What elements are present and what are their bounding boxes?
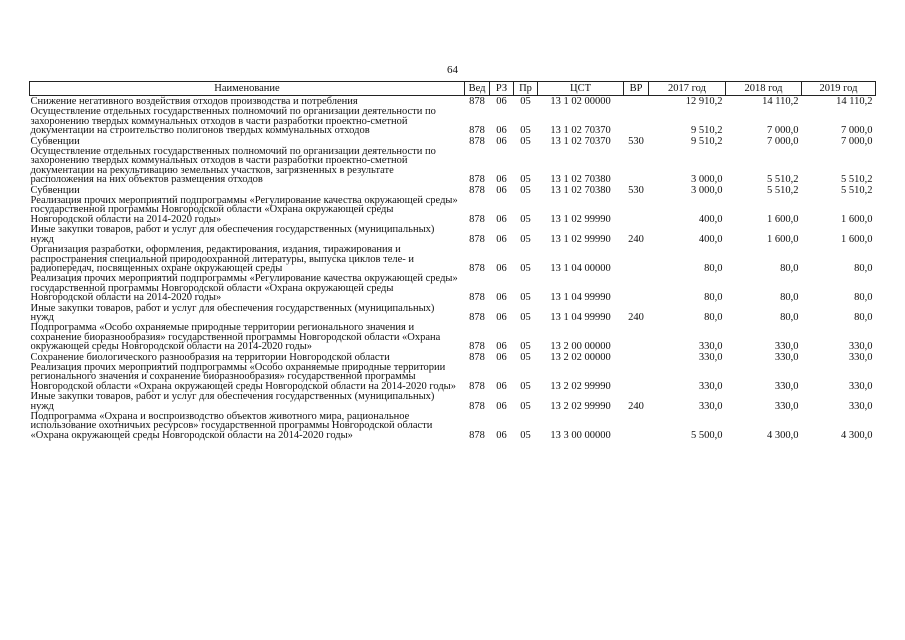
- table-row: [30, 352, 876, 362]
- row-rz: 06: [496, 96, 507, 107]
- header-2017: 2017 год: [649, 82, 726, 96]
- table-row: [30, 411, 876, 440]
- row-vr: [624, 362, 649, 391]
- row-ved: 878: [469, 341, 485, 353]
- row-name: Сохранение биологического разнообразия на территории Новгородской области: [30, 351, 390, 363]
- table-row: [30, 391, 876, 411]
- row-pr: 05: [520, 135, 531, 147]
- row-2017: 80,0: [704, 311, 723, 323]
- row-rz: 06: [496, 429, 507, 441]
- row-2019: 14 110,2: [836, 96, 873, 107]
- row-name: Снижение негативного воздействия отходов производства и потребления: [30, 96, 358, 107]
- row-name: Субвенции: [30, 184, 80, 196]
- row-ved: 878: [469, 351, 485, 363]
- row-pr: 05: [520, 429, 531, 441]
- row-pr: 05: [520, 380, 531, 392]
- row-2019: 330,0: [848, 380, 873, 392]
- row-name: Подпрограмма «Охрана и воспроизводство объектов животного мира, рациональное использование охотничьих ресурсов» государственной программы Новгородской области «Охрана окружающей среды Новгородской области на 2014-2020 годы»: [30, 411, 433, 441]
- row-cst: 13 3 00 00000: [550, 429, 611, 441]
- row-2019: 7 000,0: [841, 125, 873, 137]
- row-pr: 05: [520, 233, 531, 245]
- row-2017: 12 910,2: [685, 96, 723, 107]
- table-row: [30, 195, 876, 224]
- row-cst: 13 1 02 70370: [550, 135, 611, 147]
- row-vr: [624, 352, 649, 362]
- row-rz: 06: [496, 135, 507, 147]
- row-2019: 1 600,0: [841, 213, 873, 225]
- row-rz: 06: [496, 125, 507, 137]
- row-ved: 878: [469, 311, 485, 323]
- row-2018: 80,0: [780, 262, 799, 274]
- row-vr: [624, 96, 649, 107]
- row-name: Иные закупки товаров, работ и услуг для обеспечения государственных (муниципальных) нужд: [30, 302, 435, 323]
- row-ved: 878: [469, 96, 485, 107]
- row-cst: 13 1 02 99990: [550, 213, 611, 225]
- row-cst: 13 1 04 99990: [550, 311, 611, 323]
- row-2017: 9 510,2: [691, 125, 723, 137]
- row-2018: 7 000,0: [767, 135, 799, 147]
- row-vr: [624, 244, 649, 273]
- row-vr: [624, 106, 649, 135]
- row-rz: 06: [496, 184, 507, 196]
- header-ved: Вед: [465, 82, 490, 96]
- row-2018: 7 000,0: [767, 125, 799, 137]
- row-2018: 330,0: [774, 400, 799, 412]
- header-rz: РЗ: [490, 82, 514, 96]
- row-pr: 05: [520, 213, 531, 225]
- row-pr: 05: [520, 292, 531, 304]
- row-cst: 13 2 02 00000: [550, 351, 611, 363]
- row-2017: 330,0: [698, 341, 723, 353]
- header-pr: Пр: [514, 82, 538, 96]
- row-ved: 878: [469, 233, 485, 245]
- row-name: Осуществление отдельных государственных полномочий по организации деятельности по захоронению твердых коммунальных отходов в части разработки проектно-сметной документации на рекультивацию земельных участков, загрязненных в результате расположения на них объектов размещения отходов: [30, 146, 436, 186]
- row-2019: 80,0: [854, 262, 873, 274]
- row-rz: 06: [496, 311, 507, 323]
- row-2017: 9 510,2: [691, 135, 723, 147]
- row-rz: 06: [496, 351, 507, 363]
- row-vr: [624, 273, 649, 302]
- row-ved: 878: [469, 380, 485, 392]
- row-vr: 530: [628, 184, 644, 196]
- row-2019: 4 300,0: [841, 429, 873, 441]
- row-vr: 240: [628, 233, 644, 245]
- row-cst: 13 1 02 00000: [550, 96, 611, 107]
- row-2017: 330,0: [698, 380, 723, 392]
- row-2018: 4 300,0: [767, 429, 799, 441]
- row-2018: 14 110,2: [762, 96, 799, 107]
- budget-table: [29, 81, 876, 440]
- row-ved: 878: [469, 125, 485, 137]
- table-row: [30, 273, 876, 302]
- row-pr: 05: [520, 125, 531, 137]
- row-cst: 13 1 02 70380: [550, 174, 611, 186]
- row-cst: 13 1 04 00000: [550, 262, 611, 274]
- row-ved: 878: [469, 135, 485, 147]
- row-rz: 06: [496, 380, 507, 392]
- row-name: Подпрограмма «Особо охраняемые природные территории регионального значения и сохранение биоразнообразия» государственной программы Новгородской области «Охрана окружающей среды Новгородской области на 2014-2020 годы»: [30, 322, 441, 353]
- row-2019: 80,0: [854, 311, 873, 323]
- row-rz: 06: [496, 262, 507, 274]
- table-row: [30, 106, 876, 135]
- table-row: [30, 136, 876, 146]
- row-vr: 530: [628, 135, 644, 147]
- table-row: [30, 303, 876, 323]
- row-vr: 240: [628, 311, 644, 323]
- row-rz: 06: [496, 341, 507, 353]
- row-2017: 3 000,0: [691, 184, 723, 196]
- row-2017: 3 000,0: [691, 174, 723, 186]
- row-2019: 1 600,0: [841, 233, 873, 245]
- page-number: 64: [447, 64, 458, 76]
- row-2018: 5 510,2: [767, 174, 799, 186]
- row-pr: 05: [520, 400, 531, 412]
- row-rz: 06: [496, 213, 507, 225]
- row-ved: 878: [469, 213, 485, 225]
- row-vr: 240: [628, 400, 644, 412]
- row-2019: 330,0: [848, 400, 873, 412]
- row-cst: 13 2 00 00000: [550, 341, 611, 353]
- header-vr: ВР: [624, 82, 649, 96]
- row-2017: 400,0: [698, 233, 723, 245]
- row-name: Иные закупки товаров, работ и услуг для обеспечения государственных (муниципальных) нужд: [30, 224, 435, 245]
- row-ved: 878: [469, 400, 485, 412]
- row-ved: 878: [469, 174, 485, 186]
- row-cst: 13 1 04 99990: [550, 292, 611, 304]
- row-2018: 5 510,2: [767, 184, 799, 196]
- row-2018: 330,0: [774, 351, 799, 363]
- row-name: Реализация прочих мероприятий подпрограммы «Регулирование качества окружающей среды» государственной программы Новгородской области «Охрана окружающей среды Новгородской области на 2014-2020 годы»: [30, 195, 458, 225]
- row-rz: 06: [496, 292, 507, 304]
- row-name: Иные закупки товаров, работ и услуг для обеспечения государственных (муниципальных) нужд: [30, 391, 435, 412]
- table-row: [30, 362, 876, 391]
- row-2018: 80,0: [780, 311, 799, 323]
- table-row: [30, 185, 876, 195]
- table-body: [30, 96, 876, 441]
- row-name: Осуществление отдельных государственных полномочий по организации деятельности по захоронению твердых коммунальных отходов в части разработки проектно-сметной документации на строительство полигонов твердых коммунальных отходов: [30, 106, 436, 137]
- row-2017: 5 500,0: [691, 429, 723, 441]
- header-name: Наименование: [30, 82, 465, 96]
- table-row: [30, 146, 876, 185]
- row-2018: 330,0: [774, 380, 799, 392]
- row-cst: 13 2 02 99990: [550, 400, 611, 412]
- row-2017: 330,0: [698, 400, 723, 412]
- row-2018: 1 600,0: [767, 213, 799, 225]
- table-row: [30, 322, 876, 351]
- row-pr: 05: [520, 174, 531, 186]
- row-2018: 330,0: [774, 341, 799, 353]
- row-rz: 06: [496, 400, 507, 412]
- row-cst: 13 1 02 70370: [550, 125, 611, 137]
- row-ved: 878: [469, 262, 485, 274]
- row-cst: 13 1 02 70380: [550, 184, 611, 196]
- table-row: [30, 244, 876, 273]
- row-2018: 80,0: [780, 292, 799, 304]
- row-pr: 05: [520, 262, 531, 274]
- row-vr: [624, 146, 649, 185]
- row-name: Организация разработки, оформления, редактирования, издания, тиражирования и распространения специальной природоохранной литературы, выпуска циклов теле- и радиопередач, посвященных охране окружающей среды: [30, 244, 415, 274]
- row-name: Реализация прочих мероприятий подпрограммы «Регулирование качества окружающей среды» государственной программы Новгородской области «Охрана окружающей среды Новгородской области на 2014-2020 годы»: [30, 273, 458, 304]
- row-ved: 878: [469, 429, 485, 441]
- row-2017: 80,0: [704, 292, 723, 304]
- table-header-row: [30, 82, 876, 96]
- row-ved: 878: [469, 184, 485, 196]
- row-cst: 13 1 02 99990: [550, 233, 611, 245]
- row-pr: 05: [520, 184, 531, 196]
- row-pr: 05: [520, 351, 531, 363]
- row-vr: [624, 322, 649, 351]
- row-vr: [624, 195, 649, 224]
- row-ved: 878: [469, 292, 485, 304]
- header-2018: 2018 год: [726, 82, 802, 96]
- row-2017: 330,0: [698, 351, 723, 363]
- table-row: [30, 96, 876, 107]
- row-name: Реализация прочих мероприятий подпрограммы «Особо охраняемые природные территории регионального значения и сохранение биоразнообразия» государственной программы Новгородской области «Охрана окружающей среды Новгородской области на 2014-2020 годы»: [30, 361, 456, 392]
- row-2017: 400,0: [698, 213, 723, 225]
- row-name: Субвенции: [30, 135, 80, 147]
- row-pr: 05: [520, 96, 531, 107]
- row-2019: 5 510,2: [841, 174, 873, 186]
- row-pr: 05: [520, 341, 531, 353]
- row-rz: 06: [496, 174, 507, 186]
- row-cst: 13 2 02 99990: [550, 380, 611, 392]
- row-rz: 06: [496, 233, 507, 245]
- header-cst: ЦСТ: [538, 82, 624, 96]
- row-pr: 05: [520, 311, 531, 323]
- row-2019: 5 510,2: [841, 184, 873, 196]
- row-vr: [624, 411, 649, 440]
- row-2019: 7 000,0: [841, 135, 873, 147]
- table-row: [30, 224, 876, 244]
- row-2018: 1 600,0: [767, 233, 799, 245]
- row-2019: 330,0: [848, 351, 873, 363]
- header-2019: 2019 год: [802, 82, 876, 96]
- row-2017: 80,0: [704, 262, 723, 274]
- row-2019: 330,0: [848, 341, 873, 353]
- row-2019: 80,0: [854, 292, 873, 304]
